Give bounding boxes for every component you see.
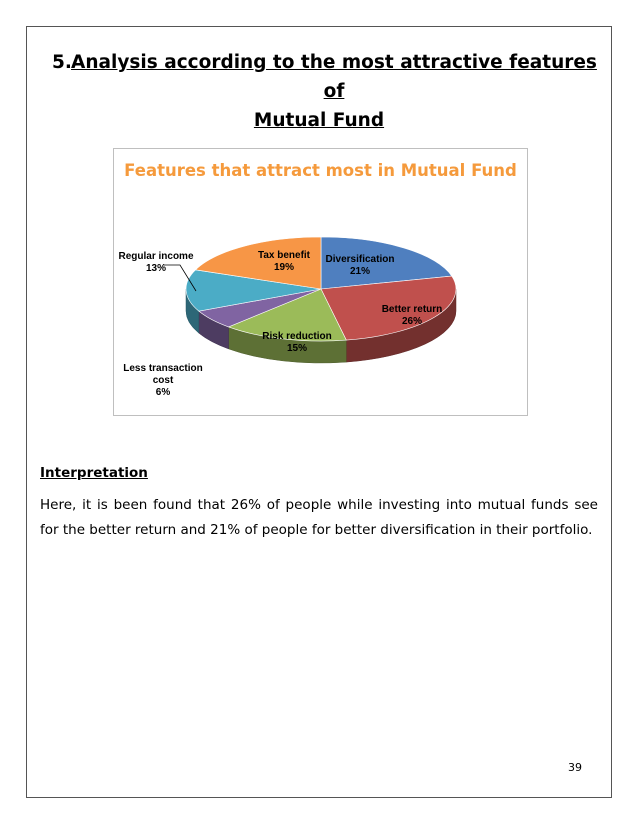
interpretation-body: Here, it is been found that 26% of people while investing into mutual funds see for the better return and 21% of people for better diversification in their portfolio. <box>40 497 598 538</box>
interpretation-title: Interpretation <box>40 465 148 481</box>
label-regular-income: Regular income 13% <box>118 251 194 274</box>
label-tax-benefit: Tax benefit 19% <box>257 250 311 273</box>
section-heading-line2: Mutual Fund <box>253 110 385 131</box>
label-diversification: Diversification 21% <box>325 254 395 277</box>
section-heading-line1: Analysis according to the most attractive features of <box>71 52 597 102</box>
page-number: 39 <box>568 761 582 774</box>
label-risk-reduction: Risk reduction 15% <box>262 331 332 354</box>
label-less-transaction-cost: Less transaction cost 6% <box>123 363 203 398</box>
section-number: 5. <box>52 52 72 73</box>
pie-chart <box>113 148 528 416</box>
section-heading <box>40 48 598 135</box>
chart-title: Features that attract most in Mutual Fund <box>124 161 517 180</box>
label-better-return: Better return 26% <box>381 304 443 327</box>
